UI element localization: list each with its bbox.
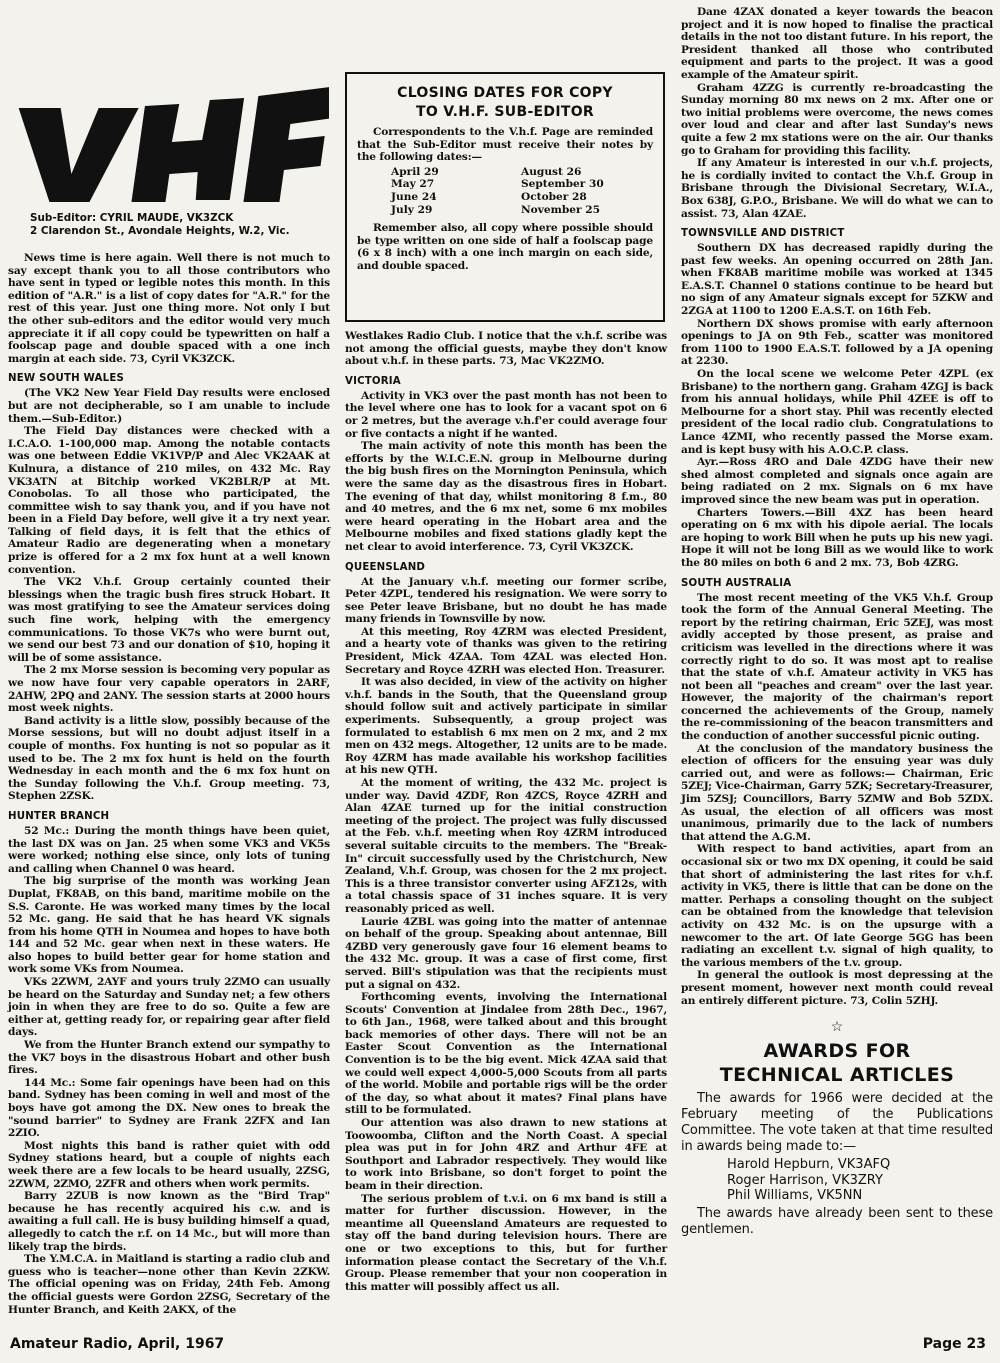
paragraph: At this meeting, Roy 4ZRM was elected President, and a hearty vote of thanks was given to the retiring President, Mick 4ZAA. Tom 4ZAL was elected Hon. Secretary and Royce 4ZRH was elected Hon. Treasurer. [345, 625, 667, 676]
date-item: May 27 [391, 178, 435, 191]
awards-title: AWARDS FOR [763, 1040, 911, 1063]
awards-section [681, 1039, 993, 1238]
paragraph: Our attention was also drawn to new stations at Toowoomba, Clifton and the North Coast. A special plea was put in for John 4RZ and Arthur 4FE at Southport and Labrador respectively. They would like to work into Brisbane, so don't forget to point the beam in their direction. [345, 1117, 667, 1192]
paragraph: Ayr.—Ross 4RO and Dale 4ZDG have their new shed almost completed and signals once again are being radiated on 2 mx. Signals on 6 mx have improved since the new beam was put in operation. [681, 456, 993, 506]
closing-dates-box [345, 72, 665, 322]
box-subtitle: TO V.H.F. SUB-EDITOR [416, 104, 594, 120]
paragraph: If any Amateur is interested in our v.h.f. projects, he is cordially invited to contact the V.h.f. Group in Brisbane through the Divisional Secretary, W.I.A., Box 638J, G.P.O., Brisbane. We will do what we can to assist. 73, Alan 4ZAE. [681, 157, 993, 220]
paragraph: 52 Mc.: During the month things have been quiet, the last DX was on Jan. 25 when some VK3 and VK5s were worked; nothing else since, only lots of tuning and calling when Channel 0 was heard. [8, 824, 330, 875]
box-intro: Correspondents to the V.h.f. Page are reminded that the Sub-Editor must receive their notes by the following dates:— [357, 126, 653, 164]
paragraph: On the local scene we welcome Peter 4ZPL (ex Brisbane) to the northern gang. Graham 4ZGJ is back from his annual holidays, while Phil 4ZEE is off to Melbourne for a short stay. Phil was recently elected president of the local radio club. Congratulations to Lance 4ZMI, who recently passed the Morse exam. and is kept busy with his A.O.C.P. class. [681, 368, 993, 456]
intro-paragraph: News time is here again. Well there is not much to say except thank you to all those contributors who have sent in typed or legible notes this month. In this edition of "A.R." is a list of copy dates for "A.R." for the rest of this year. Just one thing more. Not only I but the other sub-editors and the editor would very much appreciate it if all copy could be typewritten on half a foolscap page and double spaced with a one inch margin at each side. 73, Cyril VK3ZCK. [8, 252, 330, 365]
paragraph: Forthcoming events, involving the International Scouts' Convention at Jindalee from 28th Dec., 1967, to 6th Jan., 1968, were talked about and this brought back memories of other days. There will not be an Easter Scout Convention as the International Convention is to be the big event. Mick 4ZAA said that we could well expect 4,000-5,000 Scouts from all parts of the world. Mobile and portable rigs will be the order of the day, so what about it mates? Final plans have still to be formulated. [345, 991, 667, 1117]
awards-closing: The awards have already been sent to these gentlemen. [681, 1205, 993, 1237]
date-item: November 25 [521, 203, 601, 216]
star-icon: ☆ [830, 1019, 844, 1036]
winner-item: Phil Williams, VK5NN [727, 1188, 863, 1204]
footer-publication: Amateur Radio, April, 1967 [10, 1336, 225, 1352]
paragraph: At the January v.h.f. meeting our former scribe, Peter 4ZPL, tendered his resignation. We were sorry to see Peter leave Brisbane, but no doubt he has made many friends in Townsville by now. [345, 575, 667, 626]
date-item: April 29 [391, 165, 439, 178]
box-title: CLOSING DATES FOR COPY [397, 85, 613, 101]
paragraph: (The VK2 New Year Field Day results were enclosed but are not decipherable, so I am unable to include them.—Sub-Editor.) [8, 387, 330, 425]
paragraph: The Field Day distances were checked with a I.C.A.O. 1-100,000 map. Among the notable contacts was one between Eddie VK1VP/P and Alec VK2AAK at Kulnura, a distance of 210 miles, on 432 Mc. Ray VK3ATN at Bitchip worked VK2BLR/P at Mt. Conobolas. To all those who participated, the committee wish to say thank you, and if you have not been in a Field Day before, well give it a try next year. Talking of field days, it is felt that the ethics of Amateur Radio are degenerating when a monetary prize is offered for a 2 mx fox hunt at a well known convention. [8, 425, 330, 576]
awards-subtitle: TECHNICAL ARTICLES [719, 1064, 955, 1087]
paragraph: Southern DX has decreased rapidly during the past few weeks. An opening occurred on 28th Jan. when FK8AB maritime mobile was worked at 1345 E.A.S.T. Channel 0 stations continue to be heard but no sign of any Amateur signals except for 5ZKW and 2ZGA at 1100 to 1200 E.A.S.T. on 16th Feb. [681, 242, 993, 318]
paragraph: The big surprise of the month was working Jean Duplat, FK8AB, on this band, maritime mobile on the S.S. Caronte. He was worked many times by the local 52 Mc. gang. He said that he has heard VK signals from his home QTH in Noumea and hopes to have both 144 and 52 Mc. gear when next in these waters. He also hopes to build better gear for home station and work some VKs from Noumea. [8, 875, 330, 976]
paragraph: It was also decided, in view of the activity on higher v.h.f. bands in the South, that the Queensland group should follow suit and actively participate in similar experiments. Subsequently, a group project was formulated to establish 6 mx men on 2 mx, and 2 mx men on 432 megs. Altogether, 12 units are to be made. Roy 4ZRM has made available his workshop facilities at his new QTH. [345, 676, 667, 777]
dates-list [391, 166, 653, 216]
paragraph: At the moment of writing, the 432 Mc. project is under way. David 4ZDF, Ron 4ZCS, Royce 4ZRH and Alan 4ZAE turned up for the initial construction meeting of the project. The project was fully discussed at the Feb. v.h.f. meeting when Roy 4ZRM introduced several suitable circuits to the members. The "Break-In" circuit successfully used by the Christchurch, New Zealand, V.h.f. Group, was chosen for the 2 mx project. This is a three transistor converter using AFZ12s, with a total chassis space of 31 inches square. It is very reasonably priced as well. [345, 777, 667, 915]
box-note: Remember also, all copy where possible should be type written on one side of half a foolscap page (6 x 8 inch) with a one inch margin on each side, and double spaced. [357, 222, 653, 272]
subeditor-line: Sub-Editor: CYRIL MAUDE, VK3ZCK [30, 212, 234, 224]
section-heading-townsville: TOWNSVILLE AND DISTRICT [681, 228, 845, 240]
paragraph: The main activity of note this month has been the efforts by the W.I.C.E.N. group in Melbourne during the big bush fires on the Mornington Peninsula, which were the same day as the disastrous fires in Hobart. The evening of that day, whilst monitoring 8 f.m., 80 and 40 metres, and the 6 mx net, some 6 mx mobiles were heard operating in the Hobart area and the Melbourne mobiles and fixed stations gladly kept the net clear to avoid interference. 73, Cyril VK3ZCK. [345, 440, 667, 553]
column-2 [345, 330, 667, 1293]
paragraph: Westlakes Radio Club. I notice that the v.h.f. scribe was not among the official guests, maybe they don't know about v.h.f. in these parts. 73, Mac VK2ZMO. [345, 330, 667, 368]
paragraph: At the conclusion of the mandatory business the election of officers for the ensuing year was duly carried out, and were as follows:— Chairman, Eric 5ZEJ; Vice-Chairman, Garry 5ZK; Secretary-Treasurer, Jim 5ZSJ; Councillors, Barry 5ZMW and Bob 5ZDX. As usual, the election of all officers was most unanimous, primarily due to the lack of numbers that attend the A.G.M. [681, 742, 993, 843]
winner-item: Harold Hepburn, VK3AFQ [727, 1157, 891, 1173]
paragraph: The Y.M.C.A. in Maitland is starting a radio club and guess who is teacher—none other than Kevin 2ZKW. The official opening was on Friday, 24th Feb. Among the official guests were Gordon 2ZSG, Secretary of the Hunter Branch, and Keith 2AKX, of the [8, 1253, 330, 1316]
paragraph: Most nights this band is rather quiet with odd Sydney stations heard, but a couple of nights each week there are a few locals to be heard usually, 2ZSG, 2ZWM, 2ZMO, 2ZFR and others when work permits. [8, 1139, 330, 1190]
paragraph: The VK2 V.h.f. Group certainly counted their blessings when the tragic bush fires struck Hobart. It was most gratifying to see the Amateur services doing such fine work, helping with the emergency communications. To those VK7s who were burnt out, we send our best 73 and our donation of $10, hoping it will be of some assistance. [8, 576, 330, 664]
date-item: September 30 [521, 178, 604, 191]
winner-item: Roger Harrison, VK3ZRY [727, 1172, 883, 1188]
subeditor-address: 2 Clarendon St., Avondale Heights, W.2, Vic. [30, 224, 290, 237]
winners-list [727, 1157, 993, 1204]
paragraph: Activity in VK3 over the past month has not been to the level where one has to look for a vacant spot on 6 or 2 metres, but the average v.h.f'er could average four or five contacts a night if he wanted. [345, 389, 667, 440]
paragraph: Northern DX shows promise with early afternoon openings to JA on 9th Feb., scatter was monitored from 1100 to 1900 E.A.S.T. followed by a JA opening at 2230. [681, 317, 993, 368]
date-item: October 28 [521, 190, 587, 203]
section-heading-sa: SOUTH AUSTRALIA [681, 577, 792, 589]
paragraph: The most recent meeting of the VK5 V.h.f. Group took the form of the Annual General Meeting. The report by the retiring chairman, Eric 5ZEJ, was most avidly accepted by those present, as praise and criticism was levelled in the directions where it was correctly right to do so. It was most apt to realise that the state of v.h.f. Amateur activity in VK5 has not been all "peaches and cream" over the last year. However, the majority of the chairman's report concerned the achievements of the Group, namely the re-commissioning of the beacon transmitters and the conduction of another successful picnic outing. [681, 591, 993, 743]
paragraph: Dane 4ZAX donated a keyer towards the beacon project and it is now hoped to finalise the practical details in the not too distant future. In his report, the President thanked all those who contributed equipment and parts to the project. It was a good example of the Amateur spirit. [681, 6, 993, 81]
paragraph: We from the Hunter Branch extend our sympathy to the VK7 boys in the disastrous Hobart and other bush fires. [8, 1039, 330, 1077]
column-1 [8, 252, 330, 1316]
paragraph: In general the outlook is most depressing at the present moment, however next month could reveal an entirely different picture. 73, Colin 5ZHJ. [681, 969, 993, 1007]
page-number: Page 23 [922, 1336, 986, 1352]
paragraph: The serious problem of t.v.i. on 6 mx band is still a matter for further discussion. However, in the meantime all Queensland Amateurs are requested to stay off the band during television hours. There are one or two exceptions to this, but for further information please contact the Secretary of the V.h.f. Group. Please remember that your non cooperation in this matter will possibly affect us all. [345, 1192, 667, 1293]
paragraph: The 2 mx Morse session is becoming very popular as we now have four very capable operators in 2ARF, 2AHW, 2PQ and 2ANY. The session starts at 2000 hours most week nights. [8, 664, 330, 715]
date-item: July 29 [391, 203, 433, 216]
paragraph: Band activity is a little slow, possibly because of the Morse sessions, but will no doubt adjust itself in a couple of months. Fox hunting is not so popular as it used to be. The 2 mx fox hunt is held on the fourth Wednesday in each month and the 6 mx fox hunt on the Sunday following the V.h.f. Group meeting. 73, Stephen 2ZSK. [8, 714, 330, 803]
paragraph: Graham 4ZZG is currently re-broadcasting the Sunday morning 80 mx news on 2 mx. After one or two initial problems were overcome, the news comes over loud and clear and after last Sunday's news quite a few 2 mx stations were on the air. Our thanks go to Graham for providing this facility. [681, 81, 993, 157]
section-heading-hunter: HUNTER BRANCH [8, 810, 110, 822]
date-item: June 24 [391, 190, 437, 203]
paragraph: Laurie 4ZBL was going into the matter of antennae on behalf of the group. Speaking about antennae, Bill 4ZBD very generously gave four 16 element beams to the 432 Mc. group. It was a case of first come, first served. Bill's stipulation was that the recipients must put a signal on 432. [345, 915, 667, 991]
paragraph: 144 Mc.: Some fair openings have been had on this band. Sydney has been coming in well and most of the boys have got among the DX. New ones to break the "sound barrier" to Sydney are Frank 2ZFX and Ian 2ZIO. [8, 1076, 330, 1140]
awards-intro: The awards for 1966 were decided at the February meeting of the Publications Committee. The vote taken at that time resulted in awards being made to:— [681, 1091, 993, 1155]
section-heading-queensland: QUEENSLAND [345, 561, 426, 573]
section-heading-nsw: NEW SOUTH WALES [8, 373, 125, 385]
subeditor-credit [30, 212, 330, 237]
paragraph: With respect to band activities, apart from an occasional six or two mx DX opening, it could be said that short of administering the last rites for v.h.f. activity in VK5, there is little that can be done on the matter. Perhaps a consoling thought on the subject can be obtained from the knowledge that television activity on 432 Mc. is on the upsurge with a newcomer to the art. Of late George 5GG has been radiating an excellent t.v. signal of high quality, to the various members of the t.v. group. [681, 843, 993, 969]
date-item: August 26 [521, 165, 582, 178]
paragraph: Charters Towers.—Bill 4XZ has been heard operating on 6 mx with his dipole aerial. The locals are hoping to work Bill when he puts up his new yagi. Hope it will not be long Bill as we would like to work the 80 miles on both 6 and 2 mx. 73, Bob 4ZRG. [681, 506, 993, 569]
section-heading-victoria: VICTORIA [345, 375, 401, 387]
column-3 [681, 6, 993, 1238]
paragraph: VKs 2ZWM, 2AYF and yours truly 2ZMO can usually be heard on the Saturday and Sunday net; a few others join in when they are free to do so. Quite a few are either at, getting ready for, or repairing gear after field days. [8, 976, 330, 1039]
paragraph: Barry 2ZUB is now known as the "Bird Trap" because he has recently acquired his c.w. and is awaiting a full call. He is busy building himself a quad, allegedly to catch the r.f. on 14 Mc., but will more than likely trap the birds. [8, 1190, 330, 1253]
vhf-logo [4, 70, 329, 205]
